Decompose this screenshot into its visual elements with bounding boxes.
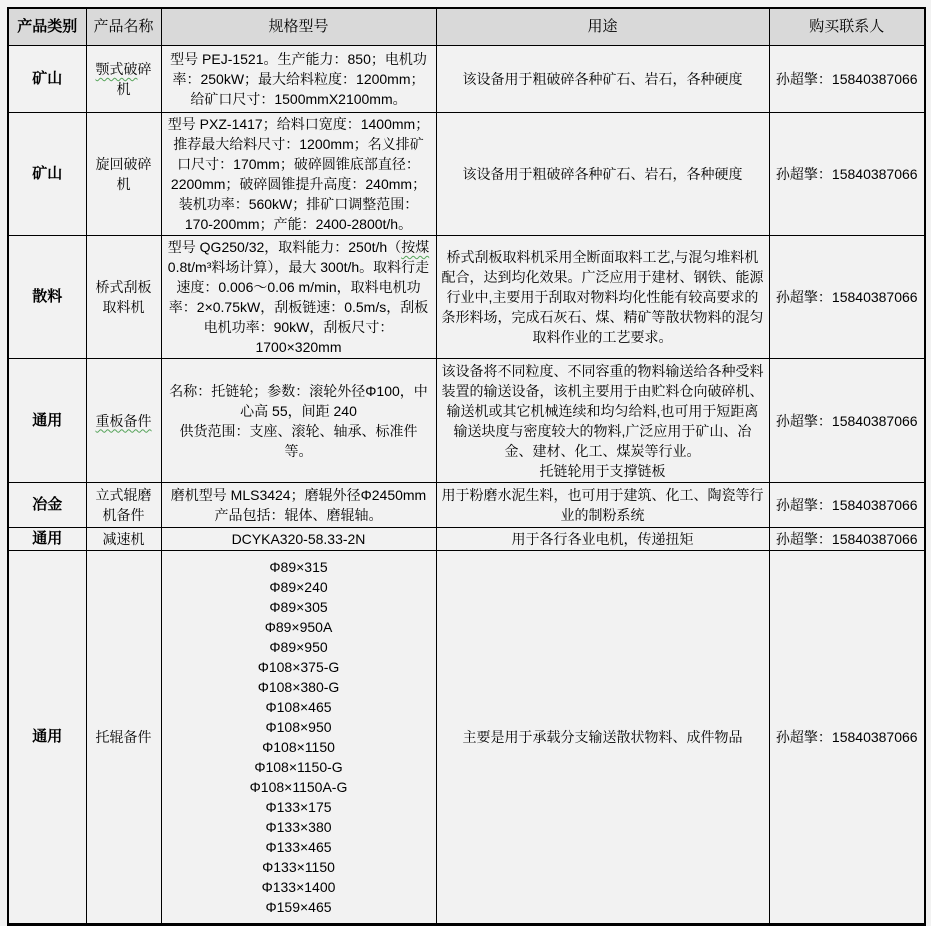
contact-cell: 孙超擎：15840387066 [769, 483, 925, 528]
header-row [8, 8, 925, 46]
usage-cell: 该设备用于粗破碎各种矿石、岩石，各种硬度 [436, 46, 769, 113]
spec-cell [161, 551, 436, 925]
cell-line: Φ133×465 [265, 839, 332, 855]
spec-cell [161, 359, 436, 483]
usage-cell: 用于各行各业电机，传递扭矩 [436, 528, 769, 551]
table-row [8, 528, 925, 551]
spellcheck-underline: 按煤 [401, 239, 430, 255]
cell-line: Φ133×380 [265, 819, 332, 835]
cell-line: Φ159×465 [265, 899, 332, 915]
cell-line: Φ133×1400 [261, 879, 336, 895]
spec-cell [161, 483, 436, 528]
product-name-cell: 立式辊磨机备件 [86, 483, 161, 528]
cell-line: Φ89×240 [269, 579, 328, 595]
category-cell: 通用 [8, 528, 86, 551]
category-cell: 矿山 [8, 46, 86, 113]
contact-cell: 孙超擎：15840387066 [769, 236, 925, 359]
cell-line: Φ108×1150 [262, 739, 335, 755]
usage-cell: 用于粉磨水泥生料，也可用于建筑、化工、陶瓷等行业的制粉系统 [436, 483, 769, 528]
table-header [8, 8, 925, 46]
table-row [8, 236, 925, 359]
cell-line: 名称：托链轮；参数：滚轮外径Φ100，中心高 55，间距 240 [169, 382, 428, 419]
spellcheck-underline: 重板备件 [95, 412, 152, 429]
category-cell: 通用 [8, 359, 86, 483]
usage-cell: 主要是用于承载分支输送散状物料、成件物品 [436, 551, 769, 925]
column-header-1: 产品名称 [86, 8, 161, 46]
cell-line: 该设备将不同粒度、不同容重的物料输送给各种受料装置的输送设备，该机主要用于由贮料仓向破碎机、输送机或其它机械连续和均匀给料,也可用于短距离输送块度与密度较大的物料,广泛应用于矿山、冶金、建材、化工、煤炭等行业。 [441, 362, 764, 459]
cell-line: Φ108×950 [265, 719, 332, 735]
cell-line: 产品包括：辊体、磨辊轴。 [214, 507, 383, 523]
cell-line: 托链轮用于支撑链板 [539, 462, 666, 479]
product-name-cell: 桥式刮板取料机 [86, 236, 161, 359]
cell-line: Φ89×305 [269, 599, 328, 615]
spec-cell: 型号 PEJ-1521。生产能力：850；电机功率：250kW；最大给料粒度：1200mm；给矿口尺寸：1500mmX2100mm。 [161, 46, 436, 113]
table-row [8, 483, 925, 528]
cell-line: Φ89×950 [269, 639, 328, 655]
column-header-2: 规格型号 [161, 8, 436, 46]
category-cell: 冶金 [8, 483, 86, 528]
cell-line: Φ133×175 [265, 799, 332, 815]
product-name-cell: 托辊备件 [86, 551, 161, 925]
column-header-0: 产品类别 [8, 8, 86, 46]
cell-line: Φ133×1150 [262, 859, 335, 875]
cell-line: Φ108×1150A-G [249, 779, 348, 795]
product-name-cell: 颚式破碎机 [86, 46, 161, 113]
table-body [8, 46, 925, 925]
cell-line: Φ108×1150-G [254, 759, 343, 775]
category-cell: 通用 [8, 551, 86, 925]
product-name-cell [86, 359, 161, 483]
contact-cell: 孙超擎：15840387066 [769, 551, 925, 925]
product-name-cell: 减速机 [86, 528, 161, 551]
table-row [8, 46, 925, 113]
table-row [8, 113, 925, 236]
contact-cell: 孙超擎：15840387066 [769, 46, 925, 113]
category-cell: 矿山 [8, 113, 86, 236]
cell-line: Φ108×375-G [257, 659, 340, 675]
contact-cell: 孙超擎：15840387066 [769, 528, 925, 551]
spec-cell: DCYKA320-58.33-2N [161, 528, 436, 551]
spec-cell: 型号 PXZ-1417；给料口宽度：1400mm；推荐最大给料尺寸：1200mm；名义排矿口尺寸：170mm；破碎圆锥底部直径：2200mm；破碎圆锥提升高度：240mm；装机功率：560kW；排矿口调整范围：170-200mm；产能：2400-2800t/h。 [161, 113, 436, 236]
usage-cell: 桥式刮板取料机采用全断面取料工艺,与混匀堆料机配合，达到均化效果。广泛应用于建材、钢铁、能源行业中,主要用于刮取对物料均化性能有较高要求的条形料场，完成石灰石、煤、精矿等散状物料的混匀取料作业的工艺要求。 [436, 236, 769, 359]
cell-line: 供货范围：支座、滚轮、轴承、标准件等。 [179, 422, 418, 459]
usage-cell: 该设备用于粗破碎各种矿石、岩石，各种硬度 [436, 113, 769, 236]
cell-line: Φ89×315 [269, 559, 328, 575]
cell-line: Φ89×950A [264, 619, 333, 635]
product-table [7, 7, 926, 926]
product-name-cell: 旋回破碎机 [86, 113, 161, 236]
column-header-4: 购买联系人 [769, 8, 925, 46]
spellcheck-underline: 颚式破 [95, 61, 138, 77]
spec-cell: 型号 QG250/32，取料能力：250t/h（按煤 0.8t/m³料场计算），最大 300t/h。取料行走速度：0.006～0.06 m/min，取料电机功率：2×0.75kW，刮板链速：0.5m/s，刮板电机功率：90kW，刮板尺寸：1700×320mm [161, 236, 436, 359]
cell-line: Φ108×380-G [257, 679, 340, 695]
column-header-3: 用途 [436, 8, 769, 46]
contact-cell: 孙超擎：15840387066 [769, 113, 925, 236]
cell-line: 磨机型号 MLS3424；磨辊外径Φ2450mm [170, 487, 427, 503]
contact-cell: 孙超擎：15840387066 [769, 359, 925, 483]
cell-line: Φ108×465 [265, 699, 332, 715]
table-row [8, 359, 925, 483]
usage-cell [436, 359, 769, 483]
table-row [8, 551, 925, 925]
category-cell: 散料 [8, 236, 86, 359]
